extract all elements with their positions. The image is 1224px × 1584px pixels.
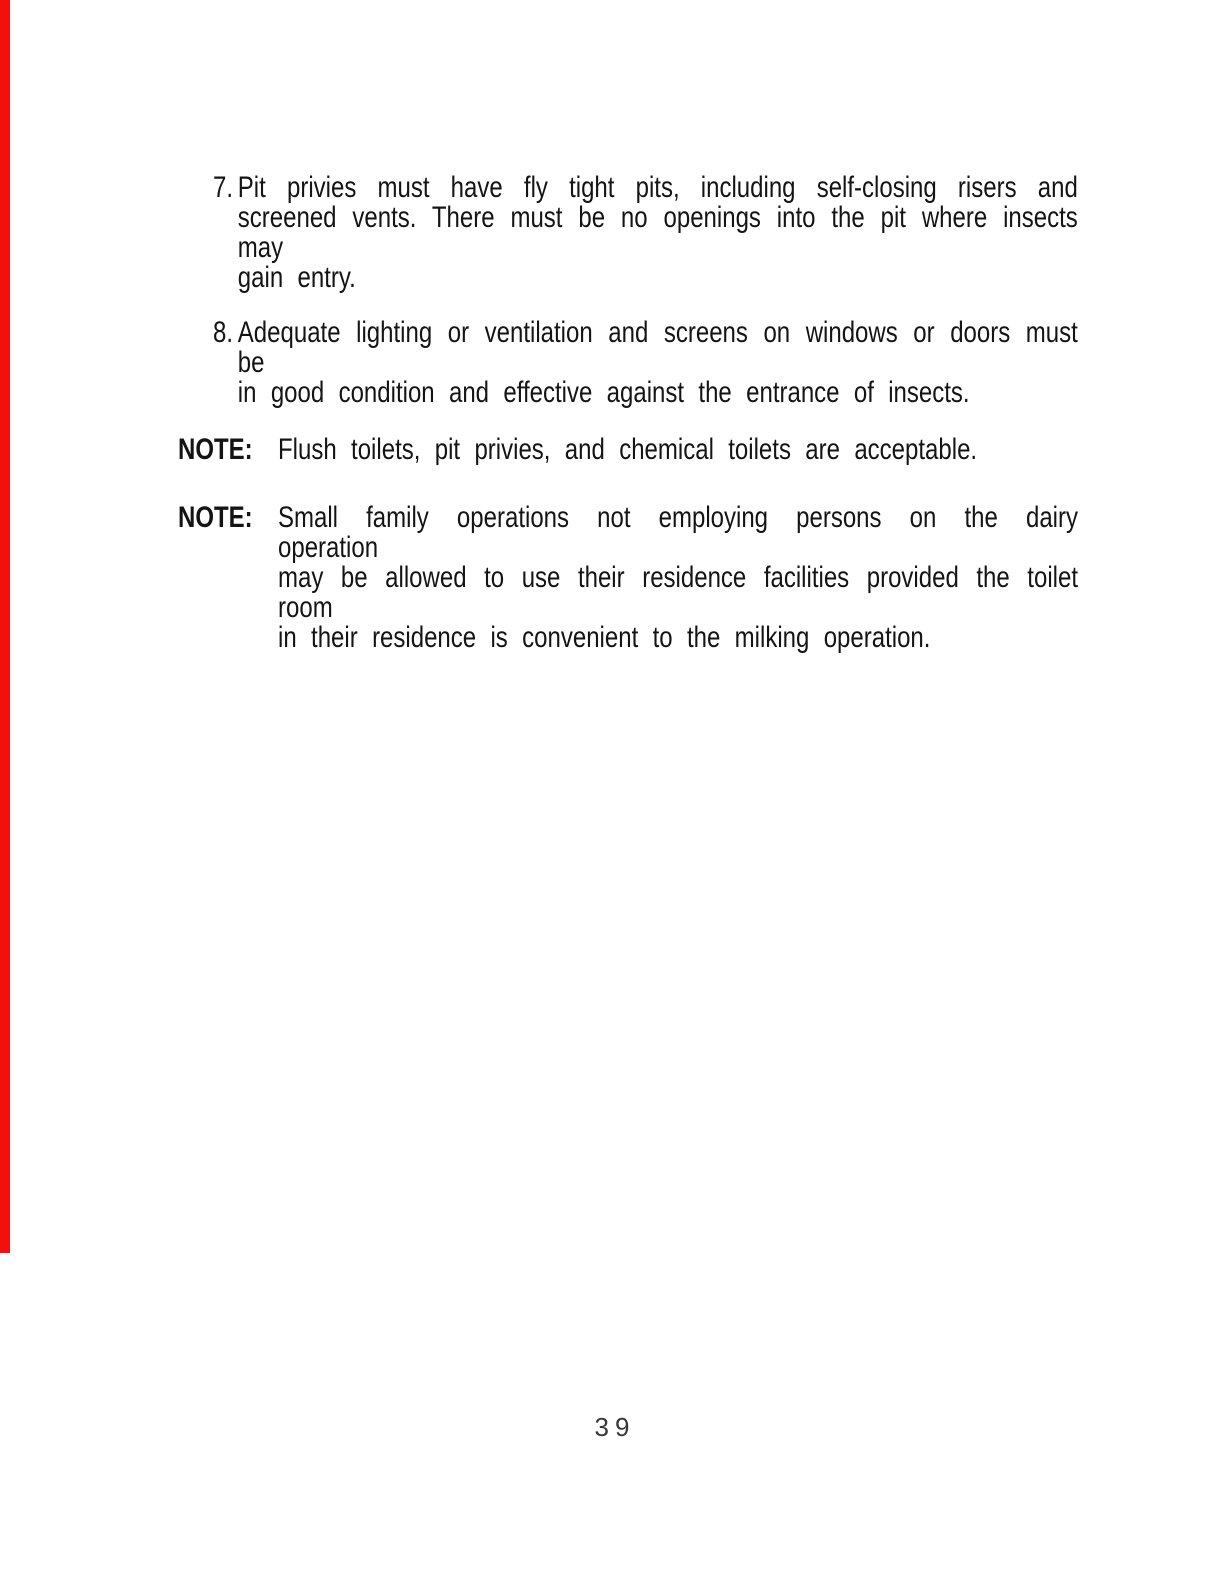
note-small-family-operations xyxy=(178,501,1078,654)
text-line: Small family operations not employing persons on the dairy operation xyxy=(278,501,1078,564)
page-content xyxy=(0,0,1224,653)
page-number: 39 xyxy=(594,1412,636,1442)
note-flush-toilets xyxy=(178,435,1015,465)
text-line: may be allowed to use their residence facilities provided the toilet room xyxy=(278,561,1078,624)
note-label: NOTE: xyxy=(178,433,253,466)
list-item-8-text xyxy=(238,318,1078,408)
text-line: Adequate lighting or ventilation and screens on windows or doors must be xyxy=(237,316,1078,379)
text-line: screened vents. There must be no openings into the pit where insects may xyxy=(237,201,1078,264)
text-line: Flush toilets, pit privies, and chemical toilets are acceptable. xyxy=(278,433,978,466)
note-text xyxy=(278,503,1078,653)
text-line: in good condition and effective against the entrance of insects. xyxy=(237,376,970,409)
list-item-8-number: 8. xyxy=(213,316,234,349)
text-line: in their residence is convenient to the milking operation. xyxy=(278,621,931,654)
list-item-7-text xyxy=(238,173,1078,293)
text-line: Pit privies must have fly tight pits, including self-closing risers and xyxy=(237,171,1078,204)
note-label: NOTE: xyxy=(178,501,253,534)
text-line: gain entry. xyxy=(237,261,356,294)
note-text xyxy=(278,435,1078,465)
list-item-7-number: 7. xyxy=(213,171,234,204)
list-item-8 xyxy=(213,316,1078,409)
list-item-7 xyxy=(213,171,1078,294)
